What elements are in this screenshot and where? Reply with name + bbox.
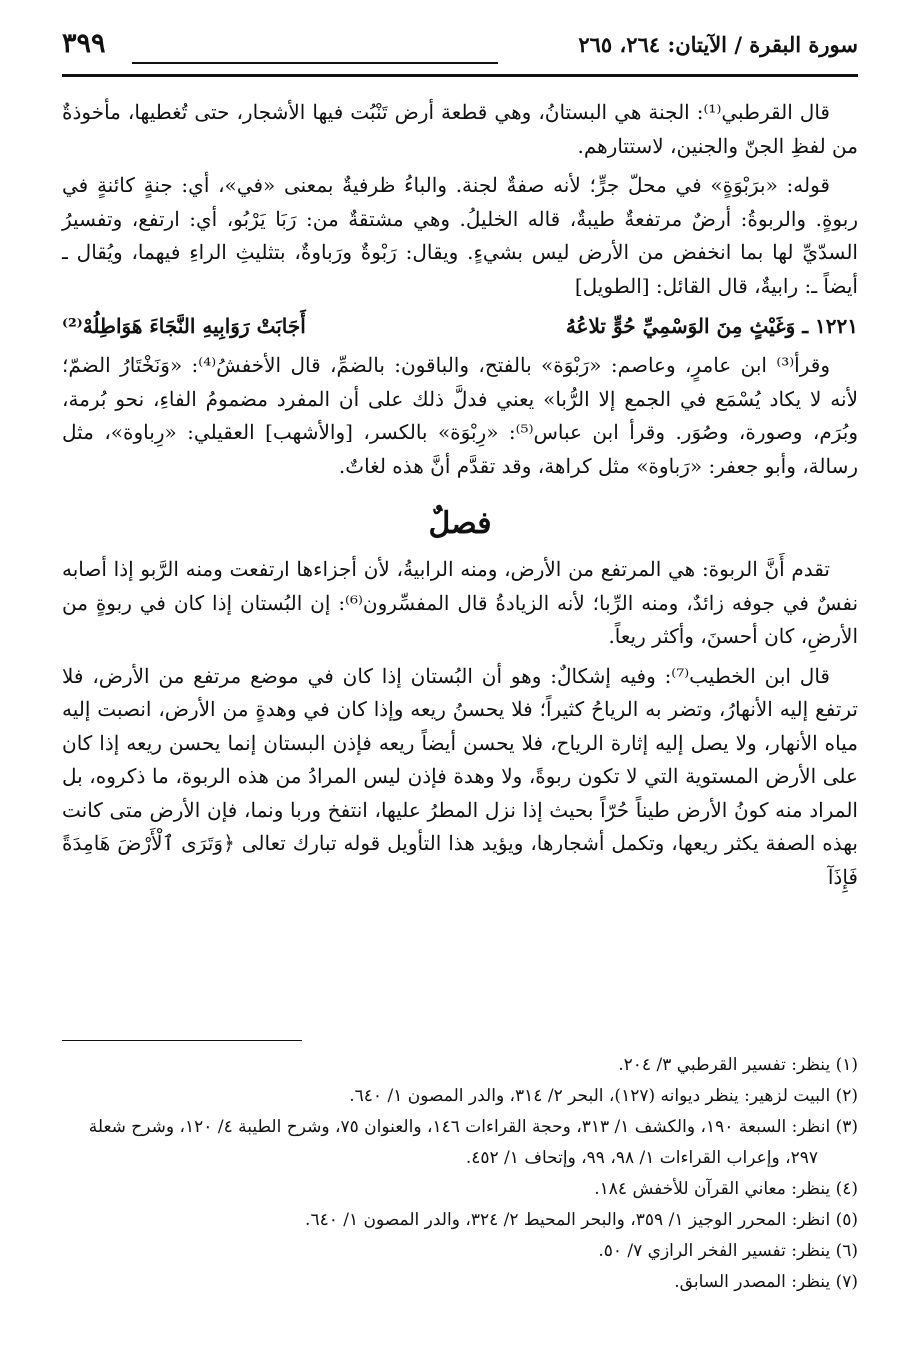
paragraph-4: تقدم أَنَّ الربوة: هي المرتفع من الأرض، ومنه الرابيةُ، لأن أجزاءها ارتفعت ومنه الرَّبو إذا أصابه نفسٌ في جوفه زائدٌ، ومنه الرِّبا؛ لأنه الزيادةُ قال المفسِّرون⁽⁶⁾: إن البُستان إذا كان في ربوةٍ من الأرضِ، كان أحسنَ، وأكثر ريعاً.	[62, 557, 859, 648]
page-number: ٣٩٩	[62, 28, 106, 59]
footnote-7: (٧) ينظر: المصدر السابق.	[674, 1272, 858, 1292]
running-title: سورة البقرة / الآيتان: ٢٦٤، ٢٦٥	[578, 32, 858, 57]
footnote-3: (٣) انظر: السبعة ١٩٠، والكشف ١/ ٣١٣، وحجة القراءات ١٤٦، والعنوان ٧٥، وشرح الطيبة ٤/ ١٢٠، وشرح شعلة ٢٩٧، وإعراب القراءات ١/ ٩٨، ٩٩، وإتحاف ١/ ٤٥٢.	[88, 1117, 858, 1168]
paragraph-5: قال ابن الخطيب⁽⁷⁾: وفيه إشكالٌ: وهو أن البُستان إذا كان في موضع مرتفع من الأرض، فلا ترتفع إليه الأنهارُ، وتضر به الرياحُ كثيراً؛ فلا يحسنُ ريعه وإذا كان في وهدةٍ من الأرض، انصبت إليه مياه الأنهار، ولا يصل إليه إثارة الرياح، فلا يحسن أيضاً ريعه فإذن البستان إنما يحسن ريعه إذا كان على الأرض المستوية التي لا تكون ربوةً، ولا وهدة فإذن ليس المرادُ من هذه الربوة، ما ذكروه، بل المراد منه كونُ الأرض طيناً حُرّاً بحيث إذا نزل المطرُ عليها، انتفخ وربا ونما، فإن الأرض متى كانت بهذه الصفة يكثر ريعها، وتكمل أشجارها، ويؤيد هذا التأويل قوله تبارك تعالى ﴿وَتَرَى ٱلْأَرْضَ هَامِدَةً فَإِذَآ	[62, 663, 858, 889]
header-line	[132, 62, 498, 64]
verse-second-hemistich: أَجَابَتْ رَوَابِيهِ النَّجَاءَ هَوَاطِلُهْ⁽²⁾	[62, 314, 306, 338]
header-rule	[62, 74, 858, 77]
footnote-2: (٢) البيت لزهير: ينظر ديوانه (١٢٧)، البحر ٢/ ٣١٤، والدر المصون ١/ ٦٤٠.	[349, 1086, 858, 1106]
footnote-6: (٦) ينظر: تفسير الفخر الرازي ٧/ ٥٠.	[598, 1241, 858, 1261]
verse-number: ١٢٢١ ـ	[802, 314, 858, 338]
footnote-5: (٥) انظر: المحرر الوجيز ١/ ٣٥٩، والبحر المحيط ٢/ ٣٢٤، والدر المصون ١/ ٦٤٠.	[305, 1210, 858, 1230]
verse-first-text: وَغَيْثٍ مِنَ الوَسْمِيِّ حُوٍّ تلاعُهُ	[565, 314, 796, 338]
main-text	[62, 96, 858, 900]
section-title: فصلٌ	[428, 506, 492, 541]
footnote-4: (٤) ينظر: معاني القرآن للأخفش ١٨٤.	[594, 1179, 858, 1199]
page-header	[62, 28, 858, 68]
paragraph-2: قوله: «برَبْوَةٍ» في محلّ جرٍّ؛ لأنه صفةٌ لجنة. والباءُ ظرفيةٌ بمعنى «في»، أي: جنةٍ كائنةٍ في ربوةٍ. والربوةُ: أرضٌ مرتفعةٌ طيبةٌ، قاله الخليلُ. وهي مشتقةٌ من: رَبَا يَرْبُو، أي: ارتفع، وتفسيرُ السدّيِّ لها بما انخفض من الأرض ليس بشيءٍ. ويقال: رَبْوةٌ ورَباوةٌ، بتثليثِ الراءِ فيهما، ويُقال ـ أيضاً ـ: رابيةٌ، قال القائل: [الطويل]	[62, 173, 858, 298]
footnote-1: (١) ينظر: تفسير القرطبي ٣/ ٢٠٤.	[618, 1055, 858, 1075]
poetry-verse	[62, 309, 858, 343]
paragraph-1: قال القرطبي⁽¹⁾: الجنة هي البستانُ، وهي قطعة أرض تَنْبُت فيها الأشجار، حتى تُغطيها، مأخوذةٌ من لفظِ الجنّ والجنين، لاستتارهم.	[62, 100, 858, 158]
paragraph-3: وقرأ⁽³⁾ ابن عامرٍ، وعاصم: «رَبْوَة» بالفتح، والباقون: بالضمِّ، قال الأخفشُ⁽⁴⁾: «وَنَخْتَارُ الضمّ؛ لأنه لا يكاد يُسْمَع في الجمع إلا الرُّبا» يعني فدلَّ ذلك على أن المفرد مضمومُ الفاءِ، نحو بُرمة، وبُرَم، وصورة، وصُوَر. وقرأ ابن عباس⁽⁵⁾: «رِبْوَة» بالكسر، [والأشهب] العقيلي: «رِباوة»، مثل رسالة، وأبو جعفر: «رَباوة» مثل كراهة، وقد تقدَّم أنَّ هذه لغاتٌ.	[62, 353, 858, 478]
footnote-separator	[62, 1040, 302, 1041]
verse-first-hemistich	[566, 309, 858, 343]
footnotes	[62, 1050, 858, 1298]
